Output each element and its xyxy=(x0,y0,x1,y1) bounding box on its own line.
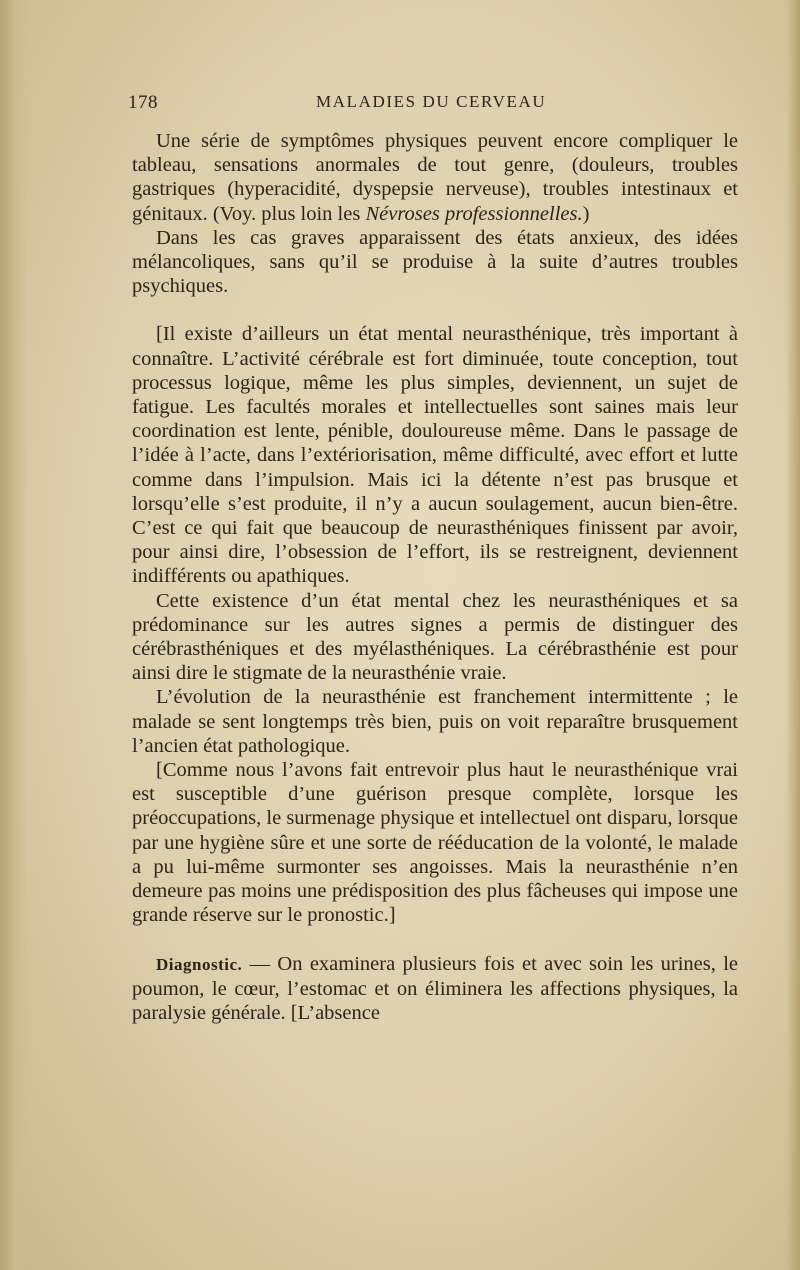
page-header xyxy=(128,92,738,120)
paragraph-prognosis: [Comme nous l’avons fait entrevoir plus haut le neurasthénique vrai est susceptible d’une guérison presque complète, lorsque les préoccupations, le surmenage physique et intellectuel ont disparu, lorsque par une hygiène sûre et une sorte de rééducation de la volonté, le malade a pu lui-même surmonter ses angoisses. Mais la neurasthénie n’en demeure pas moins une prédisposition des plus fâcheuses qui impose une grande réserve sur le pronostic.] xyxy=(132,759,738,927)
page-number: 178 xyxy=(128,92,158,113)
paragraph-symptoms xyxy=(132,129,738,226)
running-head: MALADIES DU CERVEAU xyxy=(316,92,547,111)
paragraph-symptoms-close: ) xyxy=(582,202,590,225)
paragraph-severe-cases: Dans les cas graves apparaissent des états anxieux, des idées mélancoliques, sans qu’il se produise à la suite d’autres troubles psychiques. xyxy=(132,226,738,298)
page-edge-shadow xyxy=(786,0,800,1270)
page-gutter-shadow xyxy=(0,0,28,1270)
diagnosis-text: — On examinera plusieurs fois et avec soin les urines, le poumon, le cœur, l’estomac et on éliminera les affections physiques, la paralysie générale. [L’absence xyxy=(132,952,738,1024)
paragraph-diagnosis xyxy=(132,952,738,1026)
paragraph-evolution: L’évolution de la neurasthénie est franchement intermittente ; le malade se sent longtemps très bien, puis on voit reparaître brusquement l’ancien état pathologique. xyxy=(132,686,738,757)
paragraph-mental-state: [Il existe d’ailleurs un état mental neurasthénique, très important à connaître. L’activité cérébrale est fort diminuée, toute conception, tout processus logique, même les plus simples, deviennent, un sujet de fatigue. Les facultés morales et intellectuelles sont saines mais leur coordination est lente, pénible, douloureuse même. Dans le passage de l’idée à l’acte, dans l’extériorisation, même difficulté, avec effort et lutte comme dans l’impulsion. Mais ici la détente n’est pas brusque et lorsqu’elle s’est produite, il n’y a aucun soulagement, aucun bien-être. C’est ce qui fait que beaucoup de neurasthéniques finissent par avoir, pour ainsi dire, l’obsession de l’effort, ils se restreignent, deviennent indifférents ou apathiques. xyxy=(132,323,738,588)
cross-reference-italic: Névroses professionnelles. xyxy=(365,202,583,225)
diagnosis-heading: Diagnostic. xyxy=(156,954,243,974)
body-text xyxy=(132,129,738,1025)
paragraph-symptoms-text: Une série de symptômes physiques peuvent encore compliquer le tableau, sensations anormales de tout genre, (douleurs, troubles gastriques (hyperacidité, dyspepsie nerveuse), troubles intestinaux et génitaux. (Voy. plus loin les xyxy=(132,130,738,225)
paragraph-cerebrasthenia: Cette existence d’un état mental chez les neurasthéniques et sa prédominance sur les autres signes a permis de distinguer des cérébrasthéniques et des myélasthéniques. La cérébrasthénie est pour ainsi dire le stigmate de la neurasthénie vraie. xyxy=(132,589,738,685)
